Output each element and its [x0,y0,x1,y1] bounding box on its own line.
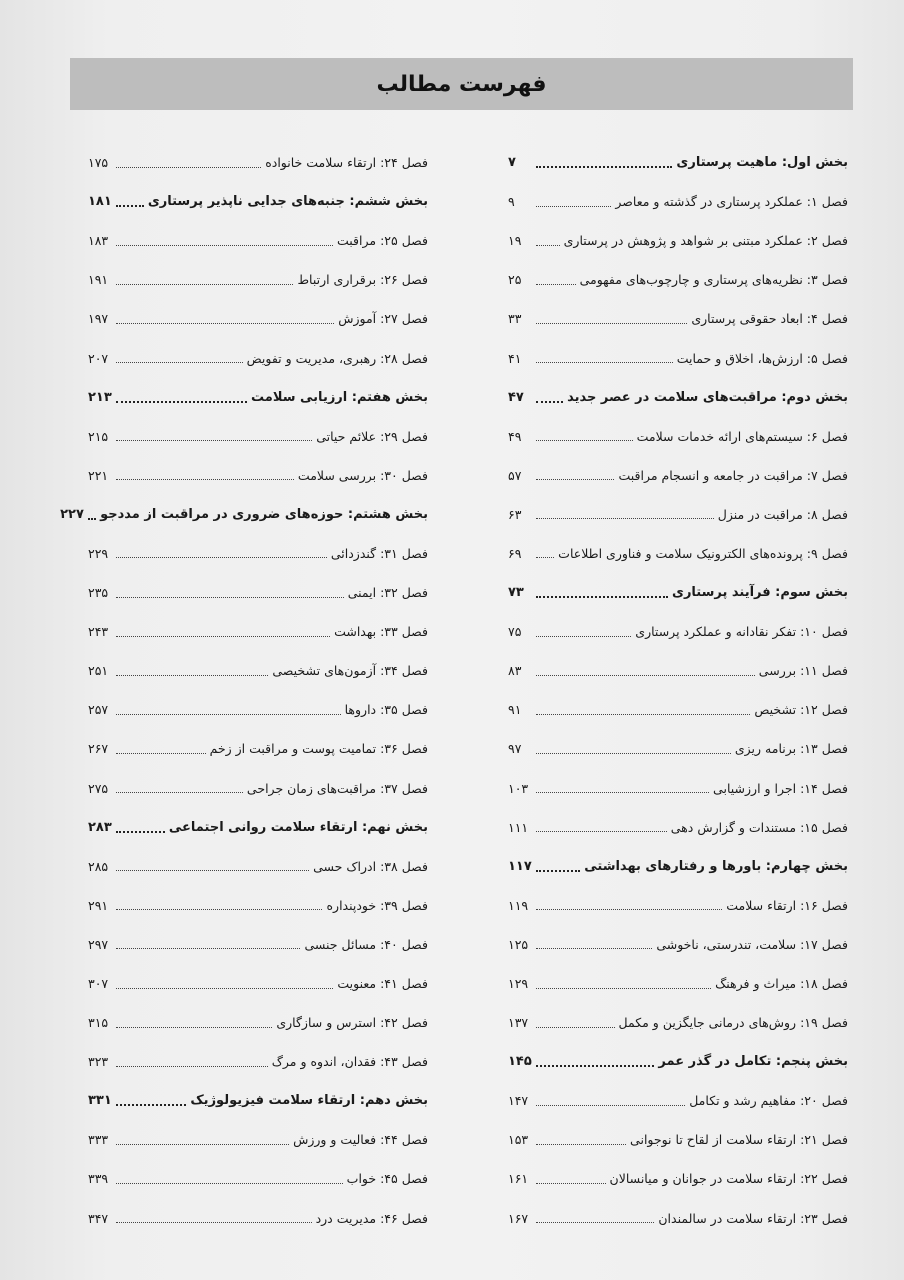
page-number: ۲۸۳ [88,819,112,835]
dot-leader [536,947,652,949]
chapter-title: فصل ۲۳: ارتقاء سلامت در سالمندان [658,1210,848,1226]
page-number: ۹۱ [508,702,522,718]
page-number: ۱۹۱ [88,272,109,288]
page-number: ۱۶۱ [508,1171,529,1187]
page-number: ۱۹ [508,233,522,249]
dot-leader [536,205,611,207]
toc-chapter-row [88,847,428,886]
page-number: ۸۳ [508,663,522,679]
toc-chapter-row [88,1199,428,1238]
toc-chapter-row [508,651,848,690]
chapter-title: فصل ۴۳: فقدان، اندوه و مرگ [271,1054,428,1070]
section-title: بخش چهارم: باورها و رفتارهای بهداشتی [584,858,848,874]
section-title: بخش دهم: ارتقاء سلامت فیزیولوژیک [190,1093,428,1109]
toc-chapter-row [88,456,428,495]
toc-section-row [508,847,848,886]
chapter-title: فصل ۱۶: ارتقاء سلامت [726,897,848,913]
page-number: ۱۵۳ [508,1132,529,1148]
toc-chapter-row [508,808,848,847]
dot-leader [536,556,554,558]
dot-leader [536,478,614,480]
dot-leader [116,869,309,871]
dot-leader [536,1026,615,1028]
dot-leader [116,478,294,480]
toc-chapter-row [88,612,428,651]
page-number: ۱۸۳ [88,233,109,249]
toc-chapter-row [88,690,428,729]
page-number: ۲۰۷ [88,350,109,366]
toc-section-row [60,495,428,534]
dot-leader [536,674,755,676]
section-title: بخش هفتم: ارزیابی سلامت [251,389,428,405]
chapter-title: فصل ۱۹: روش‌های درمانی جایگزین و مکمل [618,1015,848,1031]
dot-leader [536,517,714,519]
dot-leader [536,987,711,989]
toc-chapter-row [88,221,428,260]
chapter-title: فصل ۴۲: استرس و سازگاری [276,1015,428,1031]
toc-chapter-row [508,338,848,377]
page-number: ۷۳ [508,585,524,601]
toc-section-row [88,378,428,417]
dot-leader [536,869,580,872]
dot-leader [536,165,672,168]
page-number: ۲۵۱ [88,663,109,679]
toc-section-row [508,143,848,182]
toc-chapter-row [508,299,848,338]
page-number: ۱۱۱ [508,819,529,835]
page-number: ۱۲۵ [508,936,529,952]
chapter-title: فصل ۲۰: مفاهیم رشد و تکامل [689,1093,848,1109]
page-number: ۱۱۹ [508,897,529,913]
chapter-title: فصل ۴۰: مسائل جنسی [304,936,428,952]
toc-chapter-row [88,260,428,299]
page-number: ۲۴۳ [88,624,109,640]
page-number: ۴۱ [508,350,522,366]
page-number: ۹۷ [508,741,522,757]
section-title: بخش سوم: فرآیند پرستاری [672,585,848,601]
chapter-title: فصل ۲۱: ارتقاء سلامت از لقاح تا نوجوانی [630,1132,848,1148]
dot-leader [536,439,633,441]
toc-chapter-row [88,143,428,182]
page-number: ۳۱۵ [88,1015,109,1031]
page-number: ۱۳۷ [508,1015,529,1031]
toc-chapter-row [508,221,848,260]
toc-chapter-row [508,1120,848,1159]
chapter-title: فصل ۳۰: بررسی سلامت [297,467,428,483]
chapter-title: فصل ۲۴: ارتقاء سلامت خانواده [265,155,428,171]
chapter-title: فصل ۴۴: فعالیت و ورزش [293,1132,428,1148]
dot-leader [536,1143,626,1145]
page-number: ۲۷۵ [88,780,109,796]
dot-leader [116,1103,186,1106]
dot-leader [536,244,560,246]
chapter-title: فصل ۱۱: بررسی [758,663,848,679]
toc-chapter-row [88,1120,428,1159]
dot-leader [88,517,96,520]
dot-leader [116,596,344,598]
dot-leader [536,791,709,793]
page-number: ۱۱۷ [508,858,532,874]
toc-chapter-row [88,964,428,1003]
toc-chapter-row [88,1042,428,1081]
chapter-title: فصل ۳: نظریه‌های پرستاری و چارچوب‌های مفهومی [579,272,848,288]
toc-chapter-row [508,886,848,925]
dot-leader [116,635,330,637]
chapter-title: فصل ۳۹: خودپنداره [326,897,428,913]
page-number: ۲۹۱ [88,897,109,913]
page-number: ۳۴۷ [88,1210,109,1226]
toc-chapter-row [88,299,428,338]
chapter-title: فصل ۲۲: ارتقاء سلامت در جوانان و میانسالان [609,1171,848,1187]
toc-chapter-row [508,456,848,495]
page-number: ۳۰۷ [88,976,109,992]
dot-leader [116,361,243,363]
dot-leader [116,283,293,285]
toc-section-row [508,573,848,612]
dot-leader [536,1182,606,1184]
toc-section-row [88,1081,428,1120]
dot-leader [116,947,300,949]
toc-chapter-row [88,925,428,964]
dot-leader [116,752,206,754]
dot-leader [116,166,261,168]
chapter-title: فصل ۳۳: بهداشت [334,624,428,640]
page-number: ۹ [508,194,515,210]
page-number: ۱۴۷ [508,1093,529,1109]
page-number: ۷ [508,155,516,171]
page-number: ۳۳۱ [88,1093,112,1109]
dot-leader [116,244,333,246]
chapter-title: فصل ۱۴: اجرا و ارزشیابی [713,780,848,796]
dot-leader [536,830,667,832]
toc-chapter-row [508,495,848,534]
page-number: ۲۲۱ [88,467,109,483]
chapter-title: فصل ۲۷: آموزش [338,311,428,327]
dot-leader [536,361,673,363]
chapter-title: فصل ۳۵: داروها [344,702,428,718]
chapter-title: فصل ۷: مراقبت در جامعه و انسجام مراقبت [618,467,848,483]
chapter-title: فصل ۱۸: میراث و فرهنگ [715,976,848,992]
chapter-title: فصل ۱۰: تفکر نقادانه و عملکرد پرستاری [635,624,848,640]
dot-leader [116,1026,272,1028]
title-bar [70,58,853,110]
page-number: ۷۵ [508,624,522,640]
chapter-title: فصل ۲۵: مراقبت [337,233,428,249]
toc-chapter-row [508,729,848,768]
chapter-title: فصل ۵: ارزش‌ها، اخلاق و حمایت [676,350,848,366]
page-number: ۱۲۹ [508,976,529,992]
dot-leader [116,1143,289,1145]
section-title: بخش هشتم: حوزه‌های ضروری در مراقبت از مددجو [100,506,428,522]
toc-chapter-row [508,1159,848,1198]
page-number: ۴۷ [508,389,524,405]
toc-chapter-row [508,769,848,808]
toc-chapter-row [508,417,848,456]
page-number: ۱۹۷ [88,311,109,327]
dot-leader [536,752,731,754]
dot-leader [536,1104,685,1106]
dot-leader [116,987,333,989]
toc-column-right [508,143,848,1238]
toc-chapter-row [508,1003,848,1042]
chapter-title: فصل ۳۲: ایمنی [347,585,428,601]
dot-leader [116,400,247,403]
chapter-title: فصل ۴۱: معنویت [337,976,428,992]
page-title: فهرست مطالب [376,71,547,97]
toc-section-row [508,378,848,417]
chapter-title: فصل ۴۶: مدیریت درد [315,1210,428,1226]
toc-column-left [60,143,428,1238]
page-number: ۲۱۳ [88,389,112,405]
chapter-title: فصل ۱۵: مستندات و گزارش دهی [670,819,848,835]
dot-leader [536,283,576,285]
toc-chapter-row [88,534,428,573]
page-number: ۱۶۷ [508,1210,529,1226]
toc-chapter-row [508,260,848,299]
page-number: ۱۸۱ [88,194,112,210]
toc-chapter-row [508,534,848,573]
page-number: ۲۲۹ [88,545,109,561]
chapter-title: فصل ۳۱: گندزدائی [330,545,428,561]
toc-chapter-row [88,1159,428,1198]
dot-leader [536,908,722,910]
chapter-title: فصل ۹: پرونده‌های الکترونیک سلامت و فناوری اطلاعات [558,545,848,561]
chapter-title: فصل ۳۸: ادراک حسی [313,858,428,874]
chapter-title: فصل ۴۵: خواب [346,1171,428,1187]
toc-chapter-row [88,573,428,612]
section-title: بخش اول: ماهیت پرستاری [676,155,848,171]
page-number: ۲۸۵ [88,858,109,874]
toc-chapter-row [508,182,848,221]
dot-leader [536,400,563,403]
page-number: ۳۲۳ [88,1054,109,1070]
chapter-title: فصل ۱۳: برنامه ریزی [734,741,848,757]
page-number: ۶۹ [508,545,522,561]
page-number: ۵۷ [508,467,522,483]
toc-chapter-row [508,690,848,729]
chapter-title: فصل ۳۶: تمامیت پوست و مراقبت از زخم [209,741,428,757]
page-number: ۲۵ [508,272,522,288]
dot-leader [116,1221,312,1223]
chapter-title: فصل ۸: مراقبت در منزل [717,506,848,522]
toc-chapter-row [88,729,428,768]
page-number: ۶۳ [508,506,522,522]
page-number: ۲۶۷ [88,741,109,757]
page-number: ۲۹۷ [88,936,109,952]
dot-leader [536,713,750,715]
chapter-title: فصل ۱: عملکرد پرستاری در گذشته و معاصر [615,194,848,210]
dot-leader [116,556,327,558]
section-title: بخش پنجم: تکامل در گذر عمر [658,1054,848,1070]
chapter-title: فصل ۲۶: برقراری ارتباط [297,272,428,288]
toc-chapter-row [508,964,848,1003]
toc-chapter-row [88,769,428,808]
chapter-title: فصل ۶: سیستم‌های ارائه خدمات سلامت [636,428,848,444]
section-title: بخش نهم: ارتقاء سلامت روانی اجتماعی [168,819,428,835]
dot-leader [536,1064,654,1067]
page-number: ۱۴۵ [508,1054,532,1070]
chapter-title: فصل ۴: ابعاد حقوقی پرستاری [691,311,848,327]
page-number: ۲۲۷ [60,506,84,522]
page-number: ۱۷۵ [88,155,109,171]
dot-leader [536,322,687,324]
dot-leader [116,1065,268,1067]
page-number: ۲۵۷ [88,702,109,718]
page-number: ۴۹ [508,428,522,444]
dot-leader [116,674,268,676]
dot-leader [116,908,322,910]
chapter-title: فصل ۲۹: علائم حیاتی [316,428,428,444]
dot-leader [116,791,243,793]
dot-leader [116,204,144,207]
chapter-title: فصل ۱۷: سلامت، تندرستی، ناخوشی [656,936,848,952]
toc-section-row [88,182,428,221]
toc-chapter-row [508,612,848,651]
chapter-title: فصل ۲۸: رهبری، مدیریت و تفویض [246,350,428,366]
dot-leader [116,322,334,324]
chapter-title: فصل ۳۴: آزمون‌های تشخیصی [272,663,428,679]
toc-chapter-row [88,651,428,690]
toc-section-row [88,808,428,847]
chapter-title: فصل ۳۷: مراقبت‌های زمان جراحی [246,780,428,796]
page-number: ۳۳ [508,311,522,327]
chapter-title: فصل ۲: عملکرد مبتنی بر شواهد و پژوهش در پرستاری [563,233,848,249]
dot-leader [116,713,341,715]
dot-leader [536,1221,654,1223]
page-number: ۳۳۹ [88,1171,109,1187]
dot-leader [116,830,165,833]
toc-chapter-row [88,338,428,377]
page-number: ۱۰۳ [508,780,529,796]
page-number: ۳۳۳ [88,1132,109,1148]
toc-chapter-row [508,1081,848,1120]
section-title: بخش ششم: جنبه‌های جدایی ناپذیر پرستاری [147,194,428,210]
dot-leader [536,635,631,637]
toc-chapter-row [88,417,428,456]
dot-leader [536,595,668,598]
toc-chapter-row [508,1199,848,1238]
dot-leader [116,1182,343,1184]
toc-chapter-row [88,1003,428,1042]
toc-section-row [508,1042,848,1081]
chapter-title: فصل ۱۲: تشخیص [754,702,848,718]
page-number: ۲۱۵ [88,428,109,444]
section-title: بخش دوم: مراقبت‌های سلامت در عصر جدید [567,389,848,405]
toc-chapter-row [88,886,428,925]
toc-chapter-row [508,925,848,964]
dot-leader [116,439,312,441]
page-number: ۲۳۵ [88,585,109,601]
